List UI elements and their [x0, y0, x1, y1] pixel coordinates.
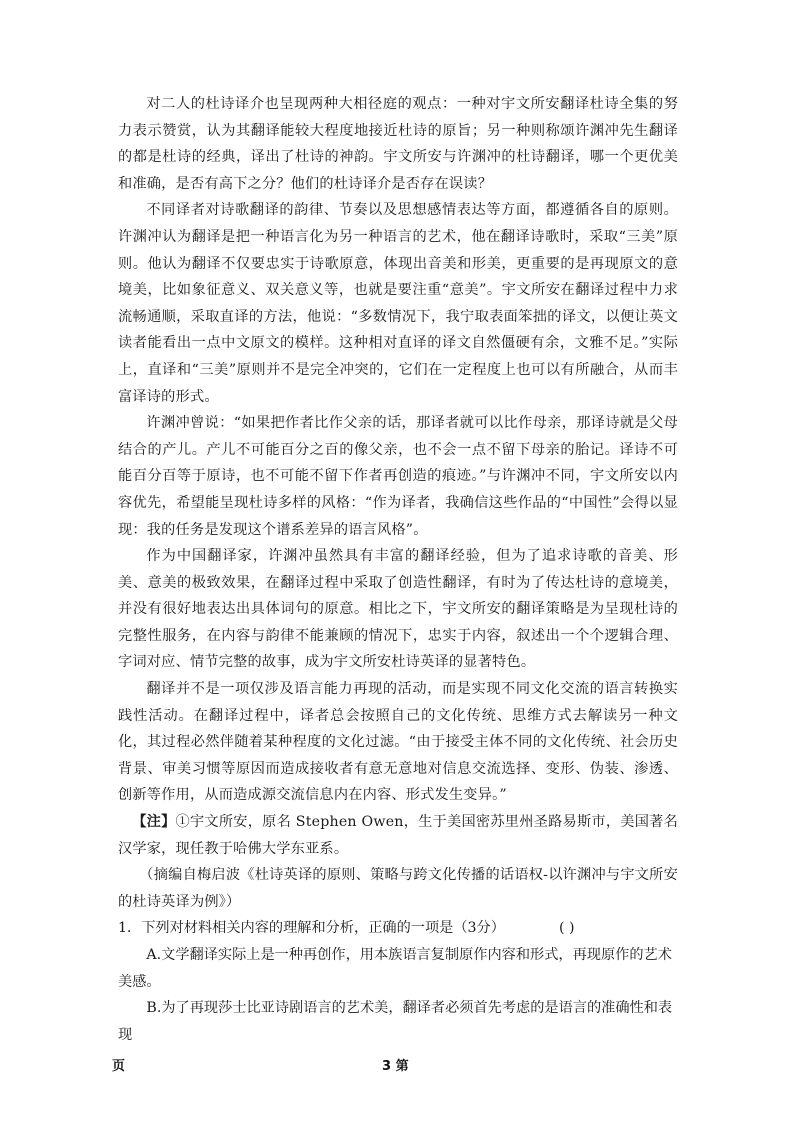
- note-text: ①宇文所安，原名 Stephen Owen，生于美国密苏里州圣路易斯市，美国著名汉学家，现任教于哈佛大学东亚系。: [118, 814, 678, 857]
- paragraph-4: 作为中国翻译家，许渊冲虽然具有丰富的翻译经验，但为了追求诗歌的音美、形美、意美的极致效果，在翻译过程中采取了创造性翻译，有时为了传达杜诗的意境美，并没有很好地表达出具体词句的原意。相比之下，宇文所安的翻译策略是为呈现杜诗的完整性服务，在内容与韵律不能兼顾的情况下，忠实于内容，叙述出一个个逻辑合理、字词对应、情节完整的故事，成为宇文所安杜诗英译的显著特色。: [118, 548, 678, 671]
- answer-bracket: ( ): [558, 920, 575, 937]
- document-page: [118, 91, 678, 1048]
- note-paragraph: [118, 809, 678, 862]
- question-text: 1．下列对材料相关内容的理解和分析，正确的一项是（3分）: [118, 920, 505, 937]
- paragraph-3: 许渊冲曾说：“如果把作者比作父亲的话，那译者就可以比作母亲，那译诗就是父母结合的产儿。产儿不可能百分之百的像父亲，也不会一点不留下母亲的胎记。译诗不可能百分百等于原诗，也不可能不留下作者再创造的痕迹。”与许渊冲不同，宇文所安以内容优先，希望能呈现杜诗多样的风格：“作为译者，我确信这些作品的“中国性”会得以显现：我的任务是发现这个谱系差异的语言风格”。: [118, 415, 678, 538]
- question-stem: [118, 915, 678, 942]
- paragraph-1: 对二人的杜诗译介也呈现两种大相径庭的观点：一种对宇文所安翻译杜诗全集的努力表示赞赏，认为其翻译能较大程度地接近杜诗的原旨；另一种则称颂许渊冲先生翻译的都是杜诗的经典，译出了杜诗的神韵。宇文所安与许渊冲的杜诗翻译，哪一个更优美和准确，是否有高下之分？他们的杜诗译介是否存在误读？: [118, 96, 678, 192]
- paragraph-2: 不同译者对诗歌翻译的韵律、节奏以及思想感情表达等方面，都遵循各自的原则。许渊冲认为翻译是把一种语言化为另一种语言的艺术，他在翻译诗歌时，采取“三美”原则。他认为翻译不仅要忠实于诗歌原意，体现出音美和形美，更重要的是再现原文的意境美，比如象征意义、双关意义等，也就是要注重“意美”。宇文所安在翻译过程中力求流畅通顺，采取直译的方法，他说：“多数情况下，我宁取表面笨拙的译文，以便让英文读者能看出一点中文原文的模样。这种相对直译的译文自然僵硬有余，文雅不足。”实际上，直译和“三美”原则并不是完全冲突的，它们在一定程度上也可以有所融合，从而丰富译诗的形式。: [118, 202, 678, 405]
- option-a: A.文学翻译实际上是一种再创作，用本族语言复制原作内容和形式，再现原作的艺术美感。: [118, 947, 672, 990]
- paragraph-5: 翻译并不是一项仅涉及语言能力再现的活动，而是实现不同文化交流的语言转换实践性活动。在翻译过程中，译者总会按照自己的文化传统、思维方式去解读另一种文化，其过程必然伴随着某种程度的文化过滤。“由于接受主体不同的文化传统、社会历史背景、审美习惯等原因而造成接收者有意无意地对信息交流选择、变形、伪装、渗透、创新等作用，从而造成源交流信息内在内容、形式发生变异。”: [118, 681, 678, 804]
- option-b: B.为了再现莎士比亚诗剧语言的艺术美，翻译者必须首先考虑的是语言的准确性和表现: [118, 1000, 673, 1043]
- source-citation: （摘编自梅启波《杜诗英译的原则、策略与跨文化传播的话语权-以许渊冲与宇文所安的杜诗英译为例》）: [118, 867, 678, 910]
- footer-page-number: 3 第: [382, 1059, 409, 1074]
- note-label: 【注】: [132, 814, 176, 831]
- footer-page-label: 页: [112, 1059, 126, 1074]
